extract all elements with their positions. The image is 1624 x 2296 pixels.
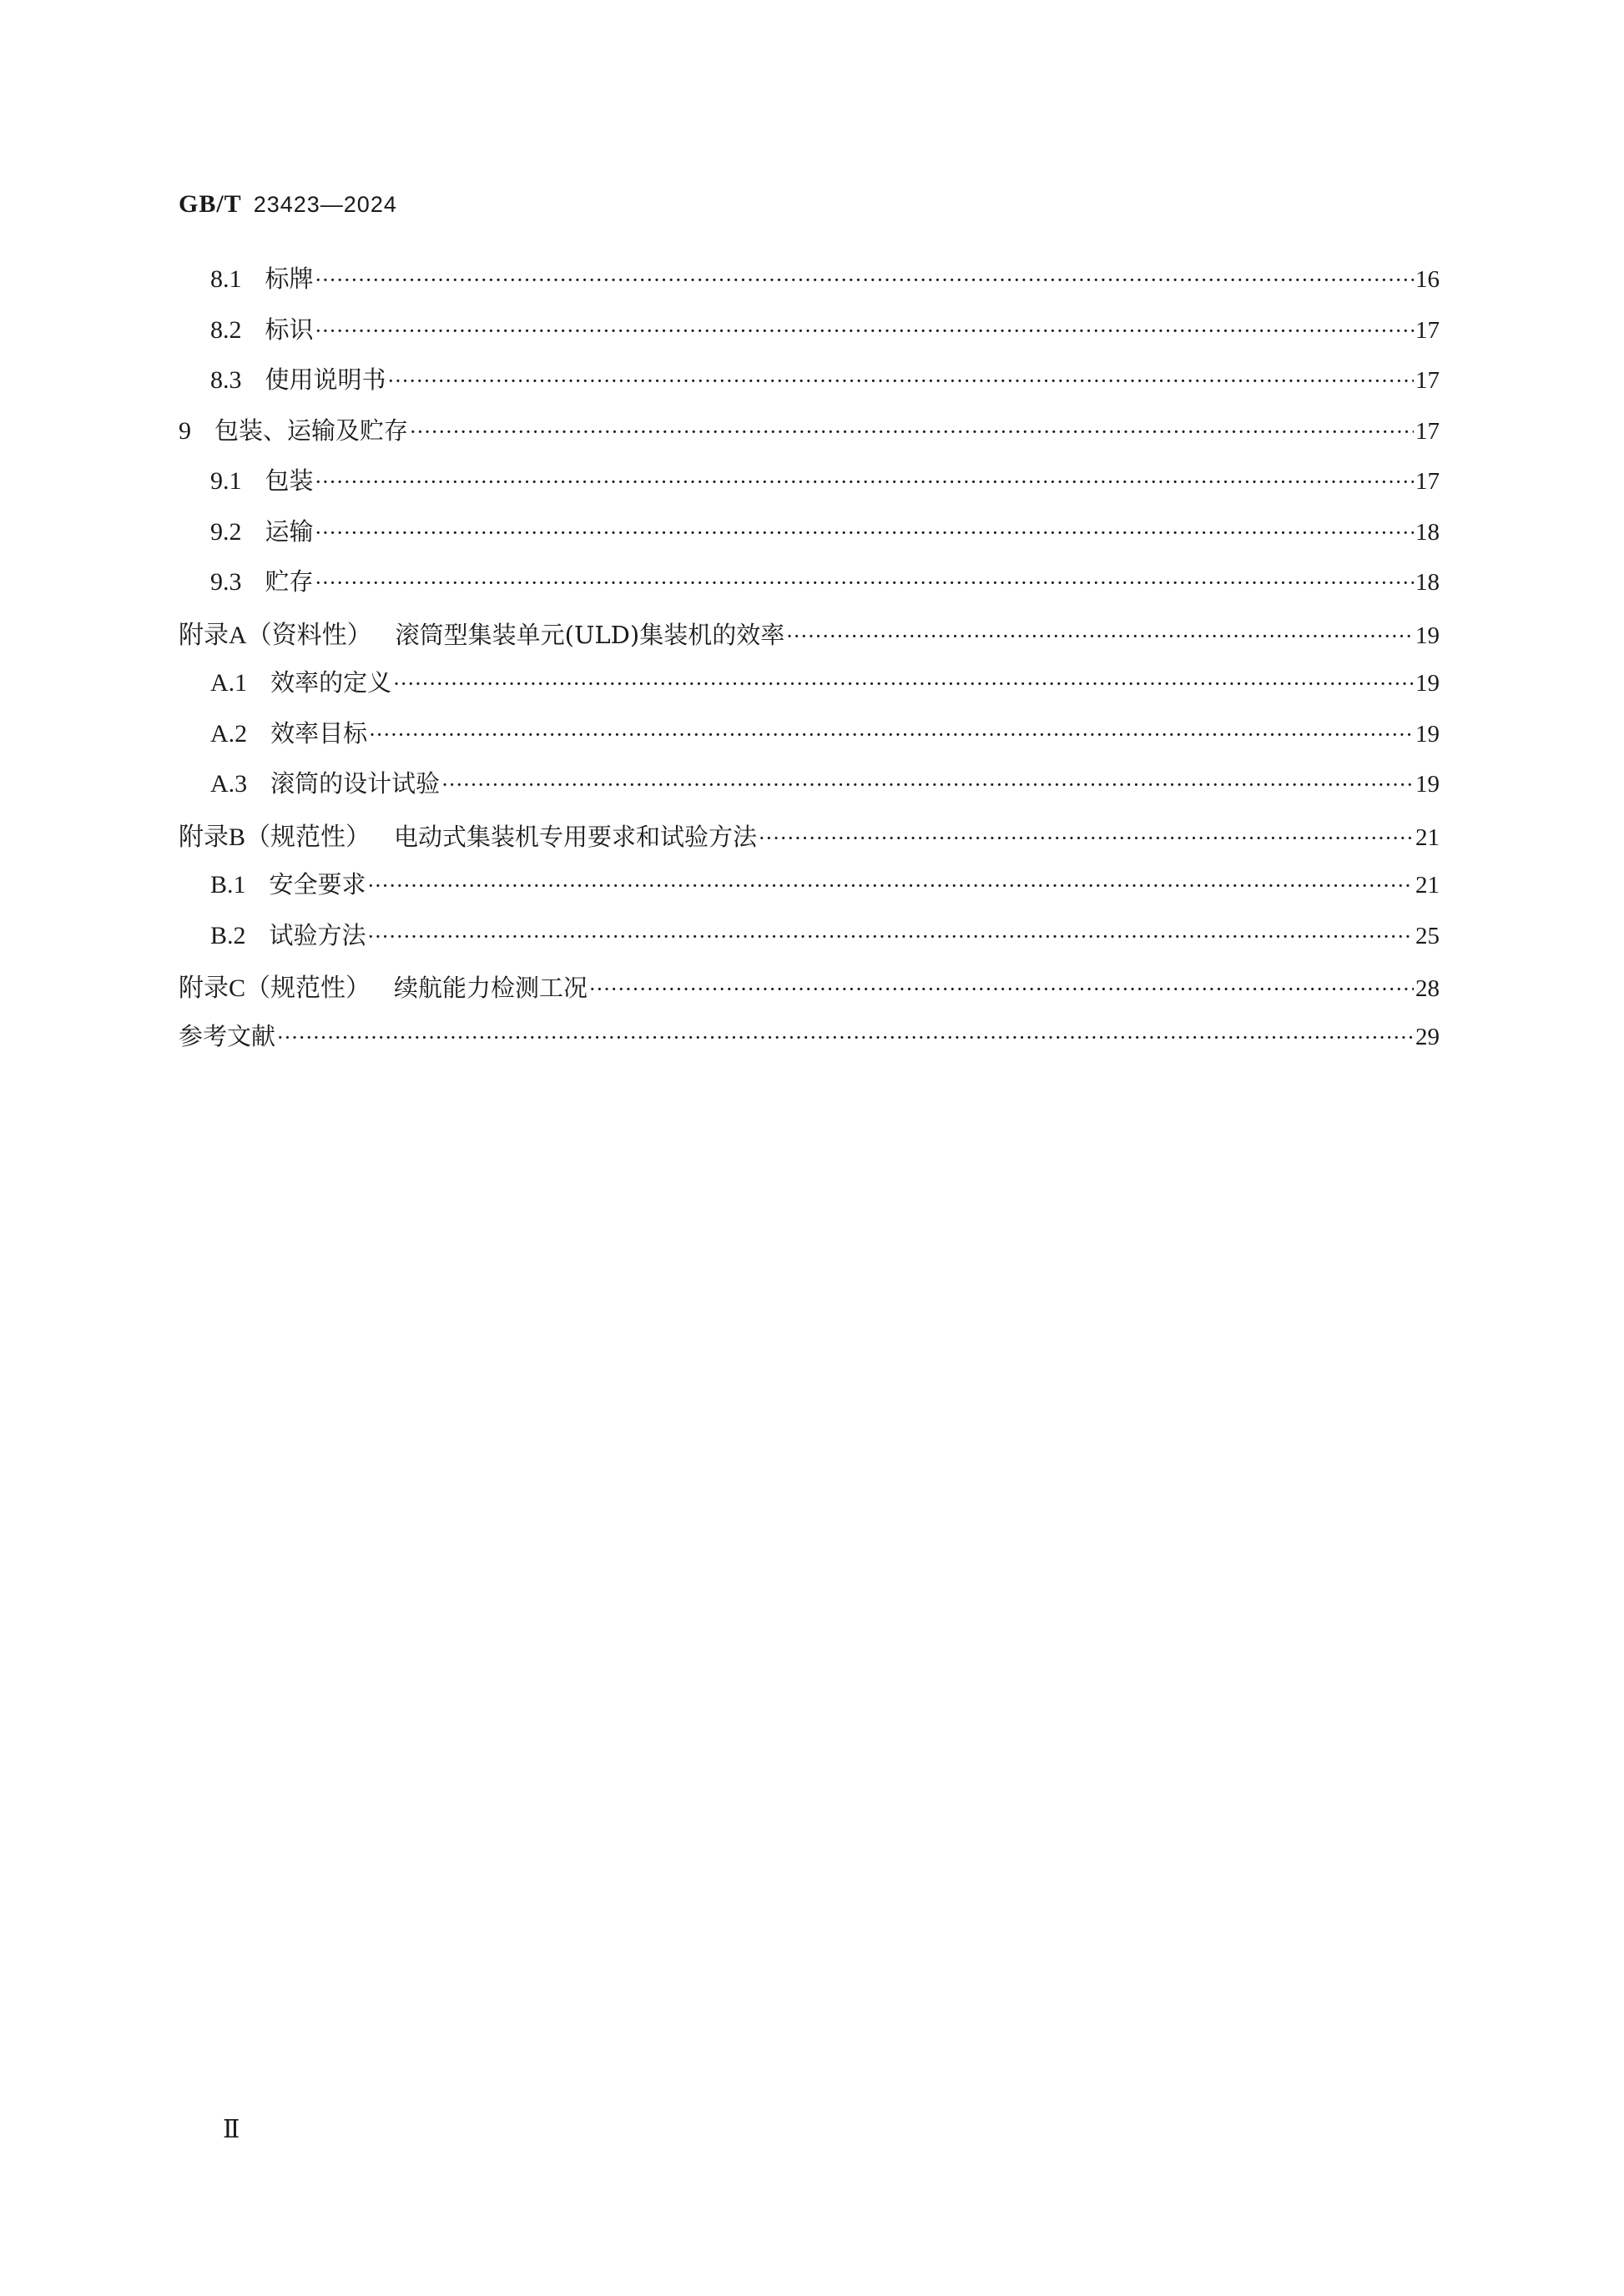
toc-entry-page: 16: [1415, 266, 1440, 293]
toc-entry-page: 19: [1415, 771, 1440, 798]
page-number: Ⅱ: [223, 2116, 240, 2143]
toc-entry-9[interactable]: [179, 412, 1440, 463]
toc-entry-9-2[interactable]: [179, 513, 1440, 564]
toc-entry-page: 17: [1415, 316, 1440, 344]
toc-entry-number: A.2: [210, 719, 248, 748]
toc-dot-leader: [589, 978, 1414, 1001]
toc-entry-title: 贮存: [265, 567, 314, 596]
toc-entry-number: 9.2: [210, 517, 242, 546]
toc-dot-leader: [368, 874, 1414, 898]
toc-entry-page: 18: [1415, 569, 1440, 596]
toc-dot-leader: [315, 320, 1414, 343]
toc-entry-title: 标牌: [265, 264, 314, 293]
toc-dot-leader: [315, 471, 1414, 494]
toc-entry-8-3[interactable]: [179, 361, 1440, 412]
toc-entry-page: 18: [1415, 518, 1440, 546]
toc-entry-appendix-c[interactable]: [179, 967, 1440, 1018]
toc-entry-appendix-b[interactable]: [179, 816, 1440, 867]
toc-entry-a-1[interactable]: [179, 664, 1440, 715]
toc-entry-b-2[interactable]: [179, 917, 1440, 968]
toc-entry-number: 9.3: [210, 568, 242, 596]
toc-entry-number: B.2: [210, 921, 246, 949]
toc-entry-page: 17: [1415, 417, 1440, 445]
toc-entry-number: 附录B（规范性）: [179, 823, 371, 851]
toc-dot-leader: [315, 269, 1414, 292]
toc-dot-leader: [410, 420, 1414, 444]
toc-entry-page: 19: [1415, 670, 1440, 697]
toc-entry-8-2[interactable]: [179, 311, 1440, 362]
toc-entry-title: 参考文献: [179, 1021, 276, 1050]
toc-entry-title: 使用说明书: [265, 365, 386, 394]
toc-dot-leader: [315, 571, 1414, 595]
toc-entry-title: 运输: [265, 516, 314, 546]
toc-entry-number: 9: [179, 416, 191, 445]
toc-entry-8-1[interactable]: [179, 260, 1440, 311]
toc-entry-number: A.1: [210, 669, 248, 697]
toc-dot-leader: [759, 827, 1414, 850]
toc-entry-a-3[interactable]: [179, 765, 1440, 816]
toc-dot-leader: [368, 925, 1414, 949]
toc-entry-title: 效率目标: [270, 718, 368, 748]
toc-entry-number: A.3: [210, 770, 248, 798]
toc-entry-page: 17: [1415, 468, 1440, 495]
toc-dot-leader: [786, 625, 1414, 648]
toc-entry-number: 附录C（规范性）: [179, 974, 371, 1002]
toc-dot-leader: [277, 1026, 1414, 1050]
toc-entry-9-3[interactable]: [179, 563, 1440, 614]
table-of-contents: [179, 260, 1440, 1068]
toc-entry-page: 25: [1415, 922, 1440, 949]
standard-code: [179, 190, 397, 219]
toc-entry-page: 29: [1415, 1023, 1440, 1050]
toc-entry-number: B.1: [210, 871, 246, 899]
toc-entry-number: 8.1: [210, 265, 242, 293]
toc-entry-9-1[interactable]: [179, 462, 1440, 513]
toc-entry-appendix-a[interactable]: [179, 614, 1440, 665]
standard-number: 23423—2024: [253, 192, 397, 217]
toc-entry-page: 17: [1415, 367, 1440, 394]
toc-entry-number: 8.2: [210, 315, 242, 344]
toc-entry-title: 效率的定义: [270, 668, 392, 697]
toc-entry-title: 试验方法: [269, 920, 366, 949]
toc-entry-page: 19: [1415, 720, 1440, 748]
toc-dot-leader: [441, 773, 1414, 797]
toc-entry-number: 9.1: [210, 467, 242, 495]
toc-entry-references[interactable]: [179, 1018, 1440, 1069]
toc-dot-leader: [315, 521, 1414, 545]
toc-entry-title: 标识: [265, 315, 314, 344]
toc-entry-page: 28: [1415, 975, 1440, 1002]
toc-entry-b-1[interactable]: [179, 866, 1440, 917]
toc-entry-title: 续航能力检测工况: [394, 974, 588, 1002]
toc-dot-leader: [388, 370, 1414, 393]
toc-entry-title: 滚筒的设计试验: [270, 769, 441, 798]
toc-entry-number: 附录A（资料性）: [179, 621, 372, 649]
toc-entry-a-2[interactable]: [179, 715, 1440, 766]
toc-entry-number: 8.3: [210, 366, 242, 394]
toc-entry-title: 包装、运输及贮存: [214, 415, 409, 445]
standard-prefix: GB/T: [179, 190, 242, 218]
toc-entry-title: 滚筒型集装单元(ULD)集装机的效率: [395, 620, 785, 649]
toc-dot-leader: [369, 723, 1414, 747]
toc-entry-title: 安全要求: [269, 870, 366, 899]
toc-entry-page: 21: [1415, 872, 1440, 899]
toc-entry-title: 电动式集装机专用要求和试验方法: [394, 822, 758, 851]
toc-dot-leader: [393, 672, 1414, 696]
toc-entry-title: 包装: [265, 466, 314, 495]
toc-entry-page: 21: [1415, 823, 1440, 851]
toc-entry-page: 19: [1415, 622, 1440, 649]
